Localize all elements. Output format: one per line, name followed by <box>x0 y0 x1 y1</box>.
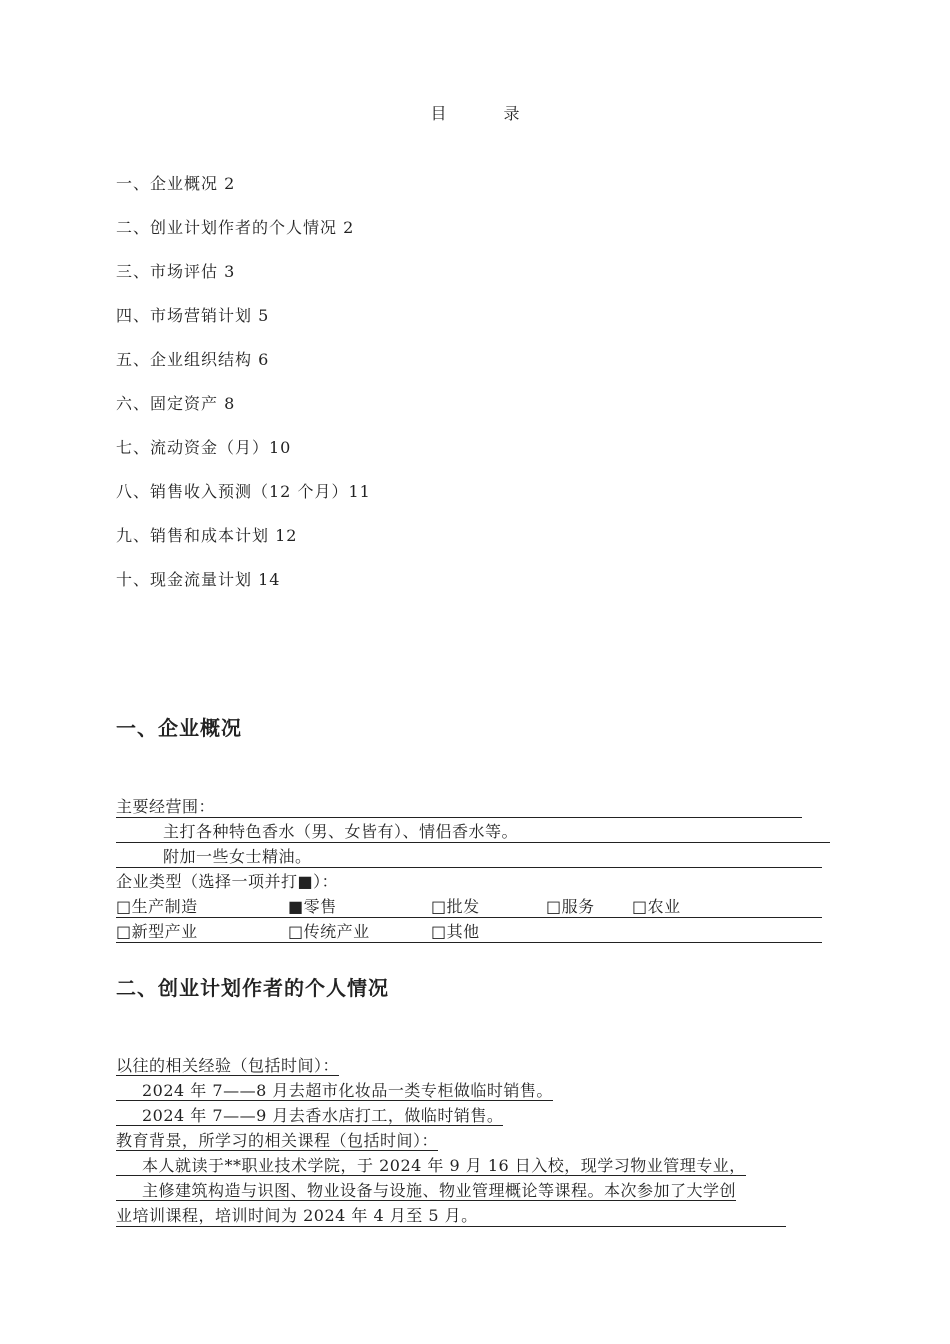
section-heading-enterprise-overview: 一、企业概况 <box>116 716 242 740</box>
toc-item[interactable]: 九、销售和成本计划 12 <box>116 526 298 545</box>
section-heading-author-personal-info: 二、创业计划作者的个人情况 <box>116 976 389 1000</box>
toc-item[interactable]: 四、市场营销计划 5 <box>116 306 270 325</box>
option-new-industry[interactable]: □新型产业 <box>116 922 198 941</box>
education-line-1 <box>116 1156 746 1176</box>
business-scope-label: 主要经营围： <box>116 797 802 818</box>
toc-item[interactable]: 七、流动资金（月）10 <box>116 438 292 457</box>
experience-label-text: 以往的相关经验（包括时间）： <box>116 1056 340 1075</box>
experience-item-1 <box>116 1081 553 1101</box>
experience-label <box>116 1056 339 1076</box>
toc-item[interactable]: 十、现金流量计划 14 <box>116 570 281 589</box>
experience-item-2 <box>116 1106 503 1126</box>
education-text-1: 本人就读于**职业技术学院，于 2024 年 9 月 16 日入校，现学习物业管理专业， <box>116 1156 746 1176</box>
business-scope-line-1 <box>116 822 830 843</box>
education-text-2: 主修建筑构造与识图、物业设备与设施、物业管理概论等课程。本次参加了大学创 <box>116 1181 736 1201</box>
option-manufacturing[interactable]: □生产制造 <box>116 897 198 916</box>
education-line-2 <box>116 1181 736 1201</box>
experience-text-2: 2024 年 7——9 月去香水店打工，做临时销售。 <box>116 1106 503 1126</box>
enterprise-type-row-1 <box>116 897 822 918</box>
toc-item[interactable]: 三、市场评估 3 <box>116 262 236 281</box>
toc-item[interactable]: 一、企业概况 2 <box>116 174 236 193</box>
education-text-3: 业培训课程，培训时间为 2024 年 4 月至 5 月。 <box>116 1206 478 1225</box>
education-line-3 <box>116 1206 786 1227</box>
option-agriculture[interactable]: □农业 <box>632 897 681 916</box>
toc-item[interactable]: 五、企业组织结构 6 <box>116 350 270 369</box>
option-other[interactable]: □其他 <box>431 922 480 941</box>
option-traditional-industry[interactable]: □传统产业 <box>288 922 370 941</box>
toc-item[interactable]: 二、创业计划作者的个人情况 2 <box>116 218 355 237</box>
education-label <box>116 1131 438 1151</box>
toc-item[interactable]: 六、固定资产 8 <box>116 394 236 413</box>
education-label-text: 教育背景，所学习的相关课程（包括时间）： <box>116 1131 439 1150</box>
business-scope-text-2: 附加一些女士精油。 <box>163 847 312 866</box>
option-wholesale[interactable]: □批发 <box>431 897 480 916</box>
enterprise-type-row-2 <box>116 922 822 943</box>
experience-text-1: 2024 年 7——8 月去超市化妆品一类专柜做临时销售。 <box>116 1081 553 1101</box>
business-scope-line-2 <box>116 847 822 868</box>
option-retail-checked[interactable]: ■零售 <box>288 897 337 916</box>
option-service[interactable]: □服务 <box>546 897 595 916</box>
toc-item[interactable]: 八、销售收入预测（12 个月）11 <box>116 482 371 501</box>
enterprise-type-label: 企业类型（选择一项并打■）： <box>116 872 339 891</box>
toc-title: 目 录 <box>430 104 546 123</box>
business-scope-text-1: 主打各种特色香水（男、女皆有）、情侣香水等。 <box>163 822 519 841</box>
